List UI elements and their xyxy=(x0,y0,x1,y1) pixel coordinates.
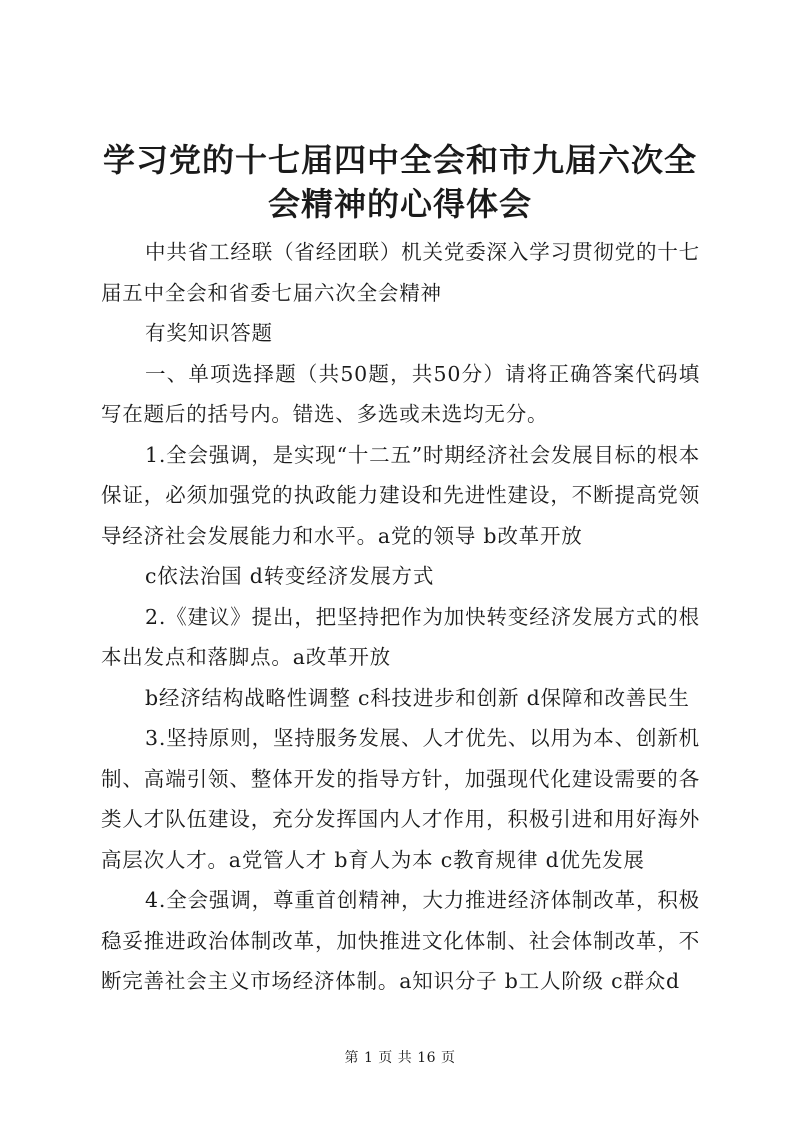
paragraph-question-3: 3.坚持原则，坚持服务发展、人才优先、以用为本、创新机制、高端引领、整体开发的指导方针，加强现代化建设需要的各类人才队伍建设，充分发挥国内人才作用，积极引进和用好海外高层次人才。a党管人才 b育人为本 c教育规律 d优先发展 xyxy=(101,726,700,872)
page-number-footer: 第 1 页 共 16 页 xyxy=(344,1050,456,1066)
paragraph-section-one: 一、单项选择题（共50题，共50分）请将正确答案代码填写在题后的括号内。错选、多选或未选均无分。 xyxy=(101,361,700,426)
paragraph-quiz-heading: 有奖知识答题 xyxy=(145,321,273,345)
paragraph-question-4: 4.全会强调，尊重首创精神，大力推进经济体制改革，积极稳妥推进政治体制改革，加快推进文化体制、社会体制改革，不断完善社会主义市场经济体制。a知识分子 b工人阶级 c群众d xyxy=(101,888,700,993)
document-body xyxy=(101,232,700,1002)
paragraph-question-1-options: c依法治国 d转变经济发展方式 xyxy=(145,564,435,588)
paragraph-intro: 中共省工经联（省经团联）机关党委深入学习贯彻党的十七届五中全会和省委七届六次全会精神 xyxy=(101,240,700,305)
document-title: 学习党的十七届四中全会和市九届六次全会精神的心得体会 xyxy=(102,141,697,223)
paragraph-question-2: 2.《建议》提出，把坚持把作为加快转变经济发展方式的根本出发点和落脚点。a改革开放 xyxy=(101,604,700,669)
paragraph-question-2-options: b经济结构战略性调整 c科技进步和创新 d保障和改善民生 xyxy=(145,685,690,710)
paragraph-question-1: 1.全会强调，是实现“十二五”时期经济社会发展目标的根本保证，必须加强党的执政能力建设和先进性建设，不断提高党领导经济社会发展能力和水平。a党的领导 b改革开放 xyxy=(101,442,700,548)
